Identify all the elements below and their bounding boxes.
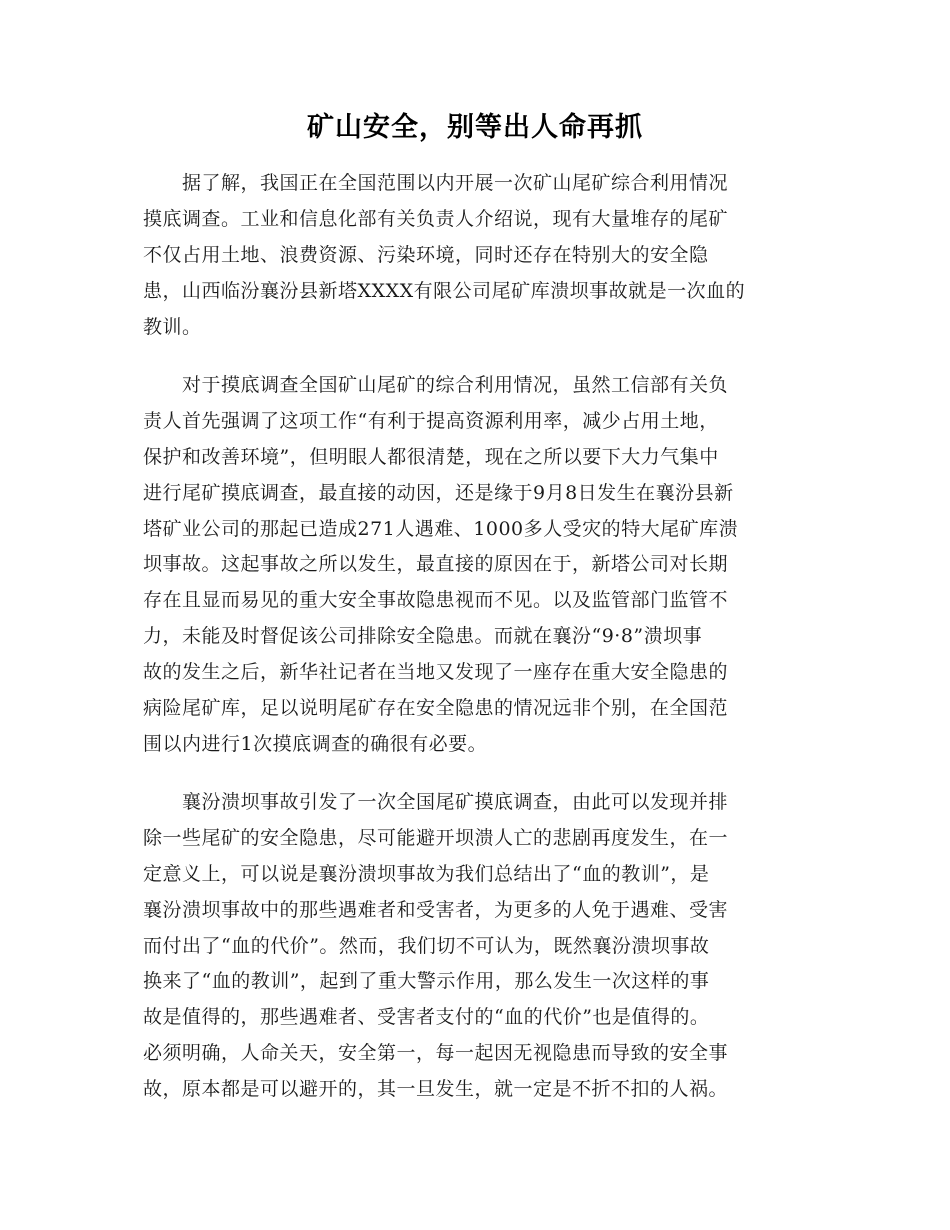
paragraph-line: 故是值得的，那些遇难者、受害者支付的“血的代价”也是值得的。 <box>143 1006 710 1029</box>
paragraph-line: 塔矿业公司的那起已造成271人遇难、1000多人受灾的特大尾矿库溃 <box>143 517 739 540</box>
paragraph-line: 故，原本都是可以避开的，其一旦发生，就一定是不折不扣的人祸。 <box>143 1078 729 1101</box>
paragraph-line: 进行尾矿摸底调查，最直接的动因，还是缘于9月8日发生在襄汾县新 <box>143 481 734 504</box>
paragraph-line: 教训。 <box>143 315 202 338</box>
paragraph-line: 摸底调查。工业和信息化部有关负责人介绍说，现有大量堆存的尾矿 <box>143 207 729 230</box>
paragraph-line: 患，山西临汾襄汾县新塔XXXX有限公司尾矿库溃坝事故就是一次血的 <box>143 279 746 302</box>
paragraph-line: 换来了“血的教训”，起到了重大警示作用，那么发生一次这样的事 <box>143 970 710 993</box>
paragraph-line: 责人首先强调了这项工作“有利于提高资源利用率，减少占用土地， <box>143 409 719 432</box>
paragraph-line: 必须明确，人命关天，安全第一，每一起因无视隐患而导致的安全事 <box>143 1042 729 1065</box>
paragraph-line: 围以内进行1次摸底调查的确很有必要。 <box>143 732 488 755</box>
paragraph-line: 力，未能及时督促该公司排除安全隐患。而就在襄汾“9·8”溃坝事 <box>143 625 703 648</box>
paragraph-line: 对于摸底调查全国矿山尾矿的综合利用情况，虽然工信部有关负 <box>143 374 729 396</box>
paragraph-line: 而付出了“血的代价”。然而，我们切不可认为，既然襄汾溃坝事故 <box>143 934 710 957</box>
paragraph-line: 不仅占用土地、浪费资源、污染环境，同时还存在特别大的安全隐 <box>143 243 709 266</box>
document-title: 矿山安全，别等出人命再抓 <box>307 112 643 143</box>
paragraph-line: 襄汾溃坝事故中的那些遇难者和受害者，为更多的人免于遇难、受害 <box>143 898 729 921</box>
paragraph-2 <box>143 368 803 763</box>
paragraph-line: 保护和改善环境”，但明眼人都很清楚，现在之所以要下大力气集中 <box>143 445 719 468</box>
paragraph-line: 除一些尾矿的安全隐患，尽可能避开坝溃人亡的悲剧再度发生，在一 <box>143 826 729 849</box>
paragraph-line: 故的发生之后，新华社记者在当地又发现了一座存在重大安全隐患的 <box>143 661 729 684</box>
paragraph-line: 病险尾矿库，足以说明尾矿存在安全隐患的情况远非个别，在全国范 <box>143 697 729 720</box>
paragraph-line: 坝事故。这起事故之所以发生，最直接的原因在于，新塔公司对长期 <box>143 553 729 576</box>
paragraph-line: 据了解，我国正在全国范围以内开展一次矿山尾矿综合利用情况 <box>143 172 729 194</box>
paragraph-1 <box>143 166 803 345</box>
paragraph-line: 襄汾溃坝事故引发了一次全国尾矿摸底调查，由此可以发现并排 <box>143 791 729 813</box>
paragraph-line: 定意义上，可以说是襄汾溃坝事故为我们总结出了“血的教训”，是 <box>143 862 710 885</box>
paragraph-3 <box>143 785 803 1108</box>
paragraph-line: 存在且显而易见的重大安全事故隐患视而不见。以及监管部门监管不 <box>143 589 729 612</box>
